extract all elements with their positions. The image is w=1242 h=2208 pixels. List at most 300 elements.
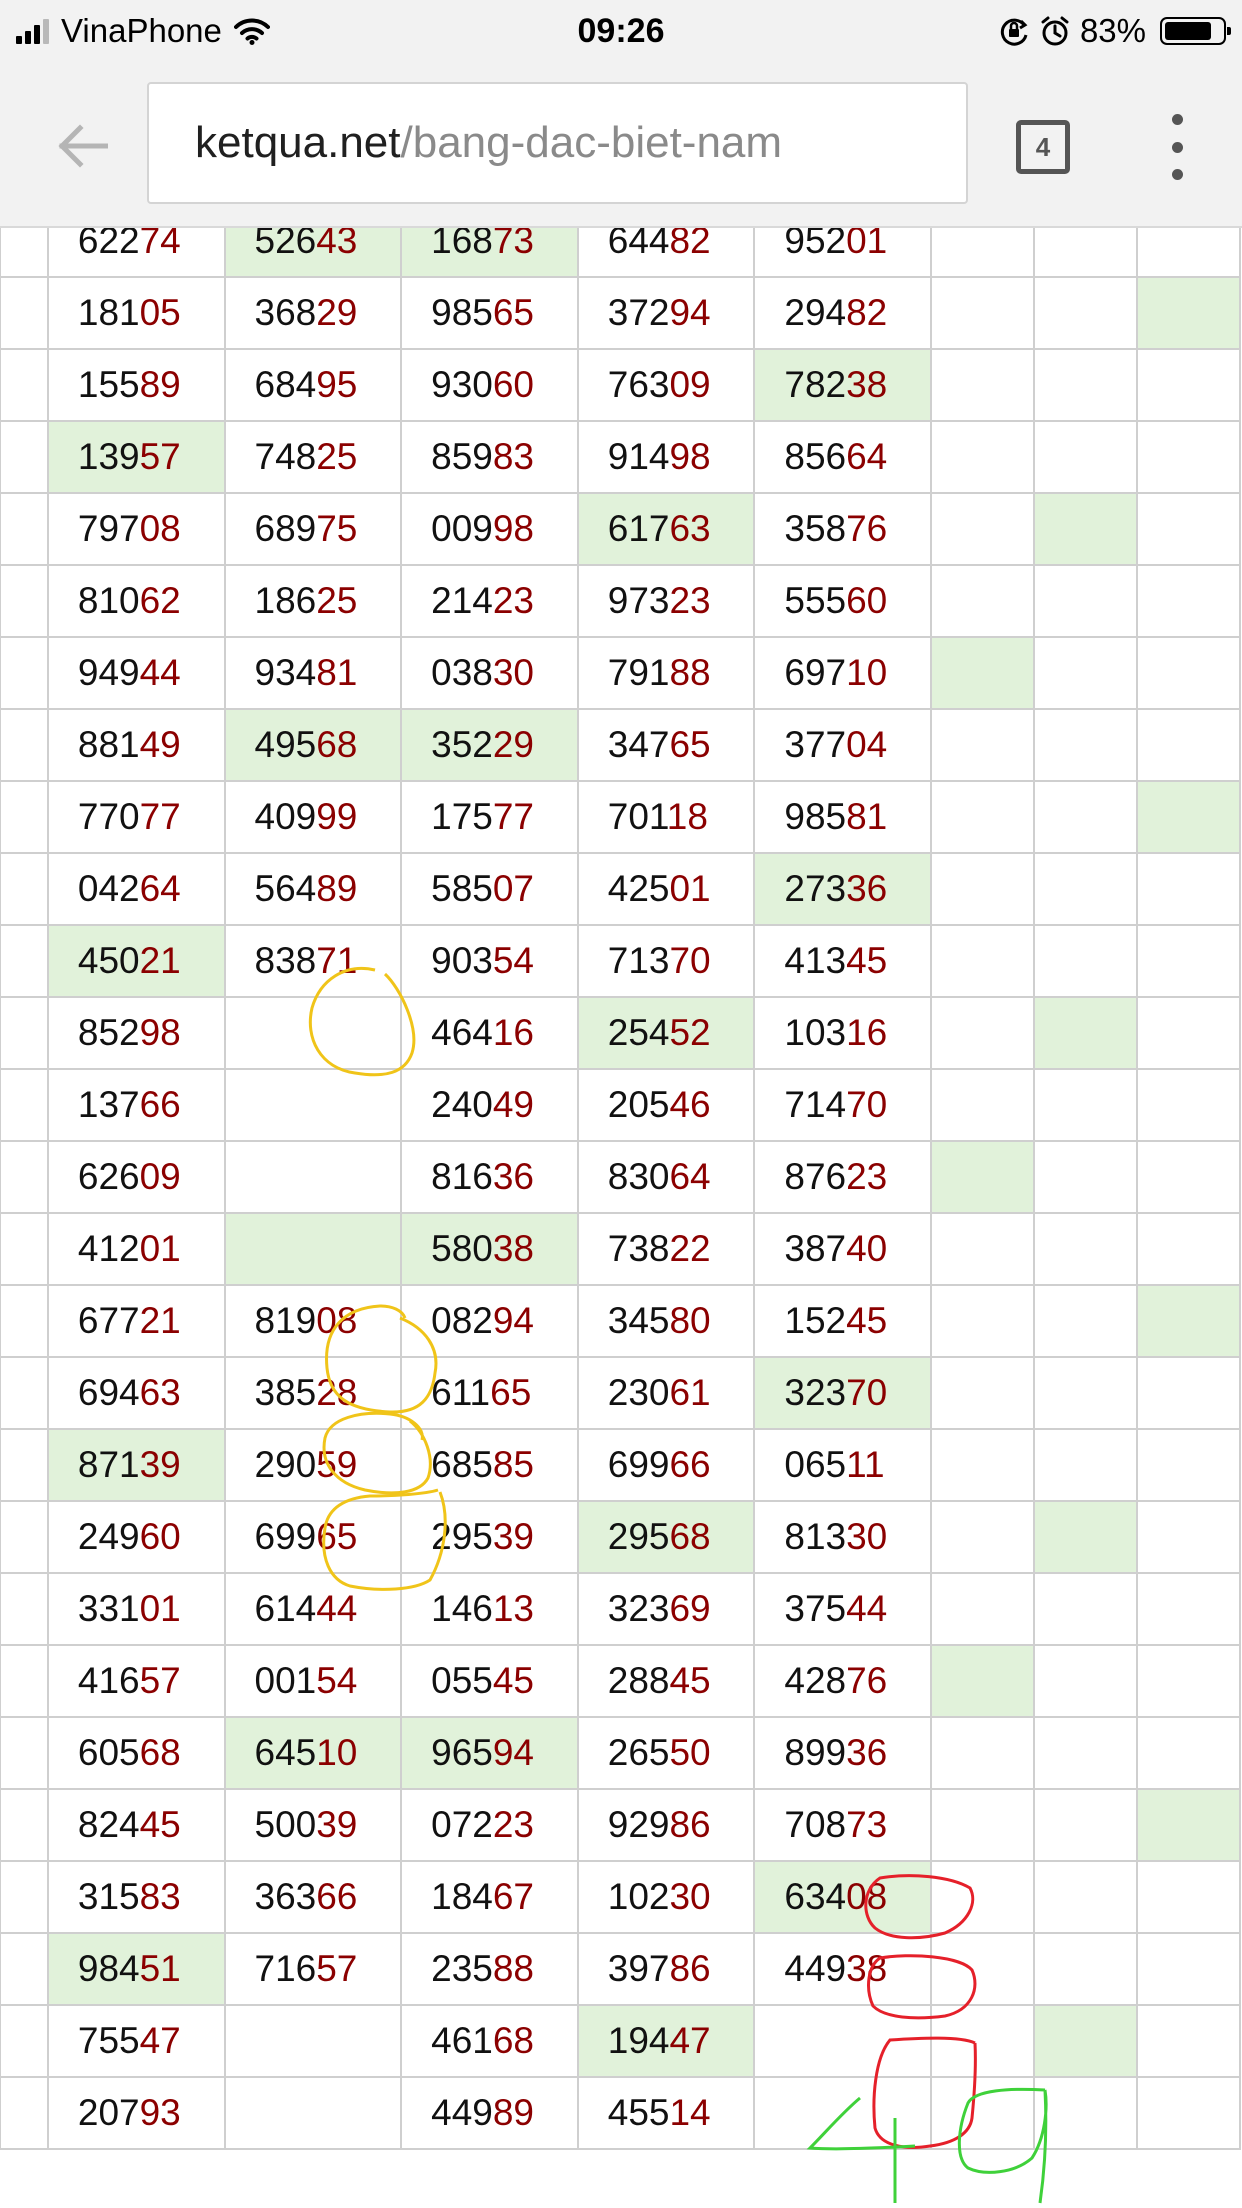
result-cell bbox=[931, 853, 1034, 925]
result-cell bbox=[401, 997, 578, 1069]
table-row bbox=[0, 1573, 1240, 1645]
last-two-digits: 54 bbox=[316, 1660, 358, 1701]
result-cell bbox=[578, 1861, 755, 1933]
battery-level bbox=[1165, 22, 1211, 40]
table-row bbox=[0, 1933, 1240, 2005]
number-head: 634 bbox=[784, 1876, 847, 1917]
number-head: 358 bbox=[784, 508, 847, 549]
result-cell bbox=[401, 1213, 578, 1285]
number-head: 449 bbox=[431, 2092, 493, 2133]
url-text[interactable] bbox=[195, 84, 782, 202]
result-cell bbox=[754, 1861, 931, 1933]
last-two-digits: 47 bbox=[139, 2020, 181, 2061]
table-row bbox=[0, 1213, 1240, 1285]
number-head: 881 bbox=[77, 724, 140, 765]
number-head: 738 bbox=[607, 1228, 670, 1269]
last-two-digits: 45 bbox=[139, 1804, 181, 1845]
status-bar bbox=[0, 0, 1242, 62]
last-two-digits: 18 bbox=[666, 796, 708, 837]
number-head: 254 bbox=[607, 1012, 670, 1053]
result-cell bbox=[1137, 925, 1240, 997]
result-cell bbox=[931, 1573, 1034, 1645]
number-head: 273 bbox=[784, 868, 847, 909]
number-head: 748 bbox=[254, 436, 317, 477]
row-edge-cell bbox=[0, 349, 48, 421]
result-cell bbox=[931, 1789, 1034, 1861]
back-button[interactable] bbox=[52, 116, 112, 176]
result-cell bbox=[578, 1717, 755, 1789]
last-two-digits: 65 bbox=[492, 292, 535, 333]
result-cell bbox=[225, 421, 402, 493]
number-head: 102 bbox=[607, 1876, 670, 1917]
number-head: 782 bbox=[784, 364, 847, 405]
number-head: 617 bbox=[607, 508, 670, 549]
table-row bbox=[0, 1141, 1240, 1213]
last-two-digits: 43 bbox=[316, 228, 358, 261]
number-head: 856 bbox=[784, 436, 847, 477]
number-head: 375 bbox=[784, 1588, 847, 1629]
result-cell bbox=[578, 709, 755, 781]
number-head: 755 bbox=[77, 2020, 140, 2061]
number-head: 838 bbox=[254, 940, 317, 981]
result-cell bbox=[225, 1933, 402, 2005]
last-two-digits: 10 bbox=[316, 1732, 358, 1773]
result-cell bbox=[1137, 349, 1240, 421]
result-cell bbox=[48, 1933, 225, 2005]
number-head: 677 bbox=[77, 1300, 140, 1341]
result-cell bbox=[401, 1861, 578, 1933]
last-two-digits: 36 bbox=[846, 1732, 888, 1773]
tab-switcher-icon[interactable] bbox=[1016, 120, 1070, 174]
number-head: 038 bbox=[431, 652, 493, 693]
result-cell bbox=[225, 997, 402, 1069]
result-cell bbox=[754, 997, 931, 1069]
table-row bbox=[0, 2077, 1240, 2149]
last-two-digits: 28 bbox=[316, 1372, 358, 1413]
last-two-digits: 83 bbox=[139, 1876, 181, 1917]
last-two-digits: 39 bbox=[492, 1516, 535, 1557]
last-two-digits: 44 bbox=[316, 1588, 358, 1629]
result-cell bbox=[1137, 637, 1240, 709]
table-row bbox=[0, 277, 1240, 349]
result-cell bbox=[48, 1141, 225, 1213]
result-cell bbox=[754, 925, 931, 997]
result-cell bbox=[578, 2005, 755, 2077]
result-cell bbox=[578, 349, 755, 421]
url-host: ketqua.net bbox=[195, 118, 401, 167]
result-cell bbox=[754, 565, 931, 637]
last-two-digits: 16 bbox=[492, 1012, 535, 1053]
result-cell bbox=[48, 1285, 225, 1357]
last-two-digits: 98 bbox=[669, 436, 711, 477]
row-edge-cell bbox=[0, 1501, 48, 1573]
number-head: 363 bbox=[254, 1876, 317, 1917]
result-cell bbox=[1137, 1069, 1240, 1141]
number-head: 930 bbox=[431, 364, 493, 405]
result-cell bbox=[401, 2077, 578, 2149]
result-cell bbox=[1034, 1789, 1137, 1861]
number-head: 450 bbox=[77, 940, 140, 981]
result-cell bbox=[48, 781, 225, 853]
row-edge-cell bbox=[0, 2077, 48, 2149]
row-edge-cell bbox=[0, 1213, 48, 1285]
number-head: 830 bbox=[607, 1156, 670, 1197]
alarm-icon bbox=[1040, 15, 1070, 47]
last-two-digits: 36 bbox=[846, 868, 888, 909]
last-two-digits: 77 bbox=[492, 796, 535, 837]
last-two-digits: 64 bbox=[139, 868, 181, 909]
row-edge-cell bbox=[0, 421, 48, 493]
last-two-digits: 66 bbox=[316, 1876, 358, 1917]
number-head: 694 bbox=[77, 1372, 140, 1413]
row-edge-cell bbox=[0, 781, 48, 853]
last-two-digits: 45 bbox=[492, 1660, 535, 1701]
last-two-digits: 01 bbox=[139, 1588, 181, 1629]
number-head: 716 bbox=[254, 1948, 317, 1989]
browser-toolbar bbox=[0, 62, 1242, 228]
table-row bbox=[0, 493, 1240, 565]
result-cell bbox=[48, 565, 225, 637]
number-head: 903 bbox=[431, 940, 493, 981]
last-two-digits: 46 bbox=[669, 1084, 711, 1125]
number-head: 240 bbox=[431, 1084, 493, 1125]
number-head: 495 bbox=[254, 724, 317, 765]
number-head: 464 bbox=[431, 1012, 493, 1053]
result-cell bbox=[1137, 1645, 1240, 1717]
row-edge-cell bbox=[0, 565, 48, 637]
result-cell bbox=[48, 925, 225, 997]
result-cell bbox=[401, 1501, 578, 1573]
result-cell bbox=[48, 1501, 225, 1573]
row-edge-cell bbox=[0, 1141, 48, 1213]
result-cell bbox=[401, 1069, 578, 1141]
result-cell bbox=[401, 853, 578, 925]
last-two-digits: 30 bbox=[492, 652, 535, 693]
table-row bbox=[0, 1429, 1240, 1501]
result-cell bbox=[754, 349, 931, 421]
table-row bbox=[0, 853, 1240, 925]
last-two-digits: 57 bbox=[139, 1660, 181, 1701]
number-head: 645 bbox=[254, 1732, 317, 1773]
number-head: 859 bbox=[431, 436, 493, 477]
result-cell bbox=[225, 853, 402, 925]
result-cell bbox=[754, 1573, 931, 1645]
last-two-digits: 30 bbox=[669, 1876, 711, 1917]
last-two-digits: 16 bbox=[846, 1012, 888, 1053]
number-head: 455 bbox=[607, 2092, 670, 2133]
result-cell bbox=[1137, 565, 1240, 637]
result-cell bbox=[754, 1213, 931, 1285]
last-two-digits: 94 bbox=[492, 1300, 535, 1341]
table-row bbox=[0, 1501, 1240, 1573]
result-cell bbox=[401, 637, 578, 709]
number-head: 377 bbox=[784, 724, 847, 765]
row-edge-cell bbox=[0, 1069, 48, 1141]
result-cell bbox=[225, 1213, 402, 1285]
last-two-digits: 29 bbox=[316, 292, 358, 333]
last-two-digits: 01 bbox=[669, 868, 711, 909]
last-two-digits: 38 bbox=[846, 1948, 888, 1989]
number-head: 372 bbox=[607, 292, 670, 333]
result-cell bbox=[401, 493, 578, 565]
last-two-digits: 08 bbox=[139, 508, 181, 549]
result-cell bbox=[48, 2077, 225, 2149]
last-two-digits: 63 bbox=[669, 508, 711, 549]
result-cell bbox=[1137, 997, 1240, 1069]
result-cell bbox=[225, 1645, 402, 1717]
result-cell bbox=[225, 1861, 402, 1933]
last-two-digits: 29 bbox=[492, 724, 535, 765]
result-cell bbox=[754, 1789, 931, 1861]
last-two-digits: 65 bbox=[316, 1516, 358, 1557]
result-cell bbox=[931, 277, 1034, 349]
last-two-digits: 75 bbox=[316, 508, 358, 549]
last-two-digits: 63 bbox=[139, 1372, 181, 1413]
result-cell bbox=[578, 565, 755, 637]
last-two-digits: 60 bbox=[846, 580, 888, 621]
number-head: 611 bbox=[431, 1372, 491, 1413]
last-two-digits: 50 bbox=[669, 1732, 711, 1773]
number-head: 689 bbox=[254, 508, 317, 549]
last-two-digits: 95 bbox=[316, 364, 358, 405]
result-cell bbox=[225, 228, 402, 277]
result-cell bbox=[225, 1069, 402, 1141]
last-two-digits: 88 bbox=[492, 1948, 535, 1989]
result-cell bbox=[578, 2077, 755, 2149]
result-cell bbox=[401, 1933, 578, 2005]
last-two-digits: 08 bbox=[316, 1300, 358, 1341]
last-two-digits: 64 bbox=[669, 1156, 711, 1197]
result-cell bbox=[754, 853, 931, 925]
result-cell bbox=[225, 1501, 402, 1573]
last-two-digits: 62 bbox=[139, 580, 181, 621]
result-cell bbox=[401, 565, 578, 637]
last-two-digits: 85 bbox=[492, 1444, 535, 1485]
number-head: 810 bbox=[77, 580, 140, 621]
result-cell bbox=[931, 1069, 1034, 1141]
result-cell bbox=[1034, 1069, 1137, 1141]
result-cell bbox=[48, 637, 225, 709]
result-cell bbox=[1034, 853, 1137, 925]
number-head: 235 bbox=[431, 1948, 493, 1989]
result-cell bbox=[225, 1429, 402, 1501]
last-two-digits: 13 bbox=[492, 1588, 535, 1629]
last-two-digits: 73 bbox=[846, 1804, 888, 1845]
number-head: 876 bbox=[784, 1156, 847, 1197]
result-cell bbox=[1034, 565, 1137, 637]
result-cell bbox=[48, 853, 225, 925]
last-two-digits: 66 bbox=[669, 1444, 711, 1485]
last-two-digits: 07 bbox=[492, 868, 535, 909]
last-two-digits: 68 bbox=[492, 2020, 535, 2061]
number-head: 449 bbox=[784, 1948, 847, 1989]
number-head: 184 bbox=[431, 1876, 493, 1917]
number-head: 294 bbox=[784, 292, 847, 333]
result-cell bbox=[578, 1501, 755, 1573]
result-cell bbox=[1137, 709, 1240, 781]
result-cell bbox=[225, 1717, 402, 1789]
result-cell bbox=[225, 781, 402, 853]
number-head: 555 bbox=[784, 580, 847, 621]
table-row bbox=[0, 1717, 1240, 1789]
result-cell bbox=[578, 228, 755, 277]
result-cell bbox=[754, 1069, 931, 1141]
number-head: 763 bbox=[607, 364, 670, 405]
last-two-digits: 60 bbox=[492, 364, 535, 405]
number-head: 331 bbox=[77, 1588, 140, 1629]
number-head: 626 bbox=[77, 1156, 140, 1197]
results-table-viewport[interactable] bbox=[0, 228, 1242, 2208]
number-head: 181 bbox=[77, 292, 140, 333]
result-cell bbox=[1034, 925, 1137, 997]
number-head: 934 bbox=[254, 652, 317, 693]
number-head: 699 bbox=[254, 1516, 317, 1557]
last-two-digits: 49 bbox=[139, 724, 181, 765]
table-row bbox=[0, 1645, 1240, 1717]
result-cell bbox=[1034, 228, 1137, 277]
result-cell bbox=[401, 1789, 578, 1861]
last-two-digits: 88 bbox=[669, 652, 711, 693]
row-edge-cell bbox=[0, 1933, 48, 2005]
last-two-digits: 04 bbox=[846, 724, 888, 765]
result-cell bbox=[225, 493, 402, 565]
number-head: 852 bbox=[77, 1012, 140, 1053]
result-cell bbox=[578, 1069, 755, 1141]
last-two-digits: 60 bbox=[139, 1516, 181, 1557]
last-two-digits: 30 bbox=[846, 1516, 888, 1557]
result-cell bbox=[578, 421, 755, 493]
last-two-digits: 10 bbox=[846, 652, 888, 693]
last-two-digits: 57 bbox=[139, 436, 181, 477]
last-two-digits: 68 bbox=[139, 1732, 181, 1773]
result-cell bbox=[1137, 853, 1240, 925]
last-two-digits: 82 bbox=[669, 228, 711, 261]
row-edge-cell bbox=[0, 1789, 48, 1861]
result-cell bbox=[754, 637, 931, 709]
number-head: 205 bbox=[607, 1084, 670, 1125]
number-head: 146 bbox=[431, 1588, 493, 1629]
number-head: 323 bbox=[607, 1588, 670, 1629]
number-head: 345 bbox=[607, 1300, 670, 1341]
result-cell bbox=[931, 1717, 1034, 1789]
result-cell bbox=[931, 997, 1034, 1069]
number-head: 791 bbox=[607, 652, 670, 693]
last-two-digits: 65 bbox=[669, 724, 711, 765]
result-cell bbox=[401, 1645, 578, 1717]
result-cell bbox=[48, 1357, 225, 1429]
result-cell bbox=[401, 781, 578, 853]
last-two-digits: 09 bbox=[669, 364, 711, 405]
table-row bbox=[0, 1789, 1240, 1861]
result-cell bbox=[48, 1645, 225, 1717]
result-cell bbox=[931, 2005, 1034, 2077]
result-cell bbox=[225, 565, 402, 637]
result-cell bbox=[931, 925, 1034, 997]
last-two-digits: 98 bbox=[139, 1012, 181, 1053]
last-two-digits: 45 bbox=[846, 940, 888, 981]
last-two-digits: 08 bbox=[846, 1876, 888, 1917]
last-two-digits: 86 bbox=[669, 1804, 711, 1845]
carrier-name: VinaPhone bbox=[61, 12, 222, 49]
result-cell bbox=[754, 1429, 931, 1501]
result-cell bbox=[1034, 493, 1137, 565]
last-two-digits: 01 bbox=[139, 1228, 181, 1269]
last-two-digits: 68 bbox=[669, 1516, 711, 1557]
result-cell bbox=[48, 277, 225, 349]
result-cell bbox=[48, 349, 225, 421]
number-head: 684 bbox=[254, 364, 317, 405]
address-bar[interactable] bbox=[147, 82, 968, 204]
result-cell bbox=[1034, 1501, 1137, 1573]
number-head: 526 bbox=[254, 228, 317, 261]
last-two-digits: 23 bbox=[492, 580, 535, 621]
result-cell bbox=[1137, 1285, 1240, 1357]
result-cell bbox=[48, 493, 225, 565]
more-menu-icon[interactable] bbox=[1162, 114, 1192, 180]
result-cell bbox=[225, 1357, 402, 1429]
last-two-digits: 23 bbox=[846, 1156, 888, 1197]
last-two-digits: 39 bbox=[316, 1804, 358, 1845]
result-cell bbox=[1137, 493, 1240, 565]
result-cell bbox=[754, 493, 931, 565]
number-head: 685 bbox=[431, 1444, 493, 1485]
number-head: 461 bbox=[431, 2020, 493, 2061]
result-cell bbox=[578, 853, 755, 925]
result-cell bbox=[578, 1429, 755, 1501]
last-two-digits: 83 bbox=[492, 436, 535, 477]
number-head: 387 bbox=[784, 1228, 847, 1269]
last-two-digits: 45 bbox=[846, 1300, 888, 1341]
result-cell bbox=[1137, 228, 1240, 277]
result-cell bbox=[1137, 1357, 1240, 1429]
last-two-digits: 86 bbox=[669, 1948, 711, 1989]
number-head: 714 bbox=[784, 1084, 847, 1125]
number-head: 585 bbox=[431, 868, 493, 909]
number-head: 797 bbox=[77, 508, 140, 549]
result-cell bbox=[931, 1213, 1034, 1285]
result-cell bbox=[931, 1933, 1034, 2005]
result-cell bbox=[754, 2005, 931, 2077]
result-cell bbox=[1034, 997, 1137, 1069]
table-row bbox=[0, 1285, 1240, 1357]
row-edge-cell bbox=[0, 925, 48, 997]
result-cell bbox=[578, 1357, 755, 1429]
result-cell bbox=[931, 1285, 1034, 1357]
result-cell bbox=[1034, 1285, 1137, 1357]
result-cell bbox=[578, 1213, 755, 1285]
table-row bbox=[0, 925, 1240, 997]
result-cell bbox=[754, 2077, 931, 2149]
number-head: 952 bbox=[784, 228, 847, 261]
result-cell bbox=[931, 1141, 1034, 1213]
result-cell bbox=[754, 1141, 931, 1213]
result-cell bbox=[48, 1429, 225, 1501]
result-cell bbox=[754, 1645, 931, 1717]
result-cell bbox=[1137, 2077, 1240, 2149]
last-two-digits: 36 bbox=[492, 1156, 535, 1197]
tab-count: 4 bbox=[1035, 131, 1051, 162]
result-cell bbox=[578, 925, 755, 997]
result-cell bbox=[48, 1573, 225, 1645]
result-cell bbox=[1137, 1789, 1240, 1861]
result-cell bbox=[578, 493, 755, 565]
result-cell bbox=[1034, 1717, 1137, 1789]
number-head: 072 bbox=[431, 1804, 493, 1845]
last-two-digits: 64 bbox=[846, 436, 888, 477]
number-head: 207 bbox=[77, 2092, 140, 2133]
number-head: 416 bbox=[77, 1660, 140, 1701]
orientation-lock-icon bbox=[998, 15, 1030, 47]
